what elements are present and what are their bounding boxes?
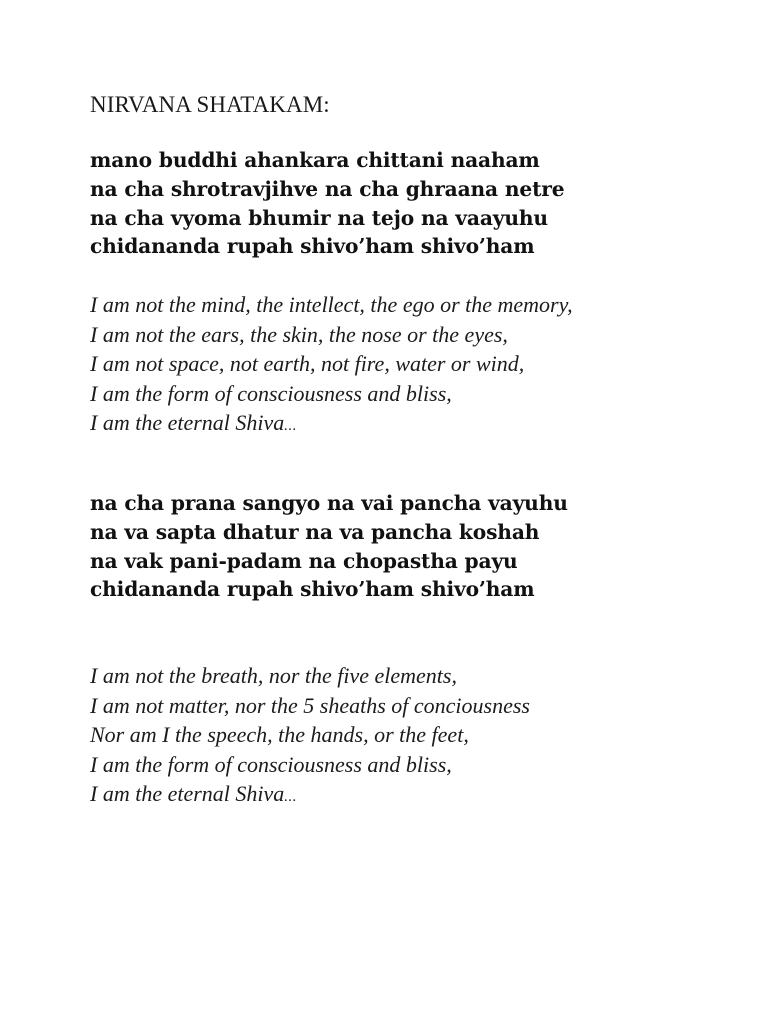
- verse-line: chidananda rupah shivo’ham shivo’ham: [90, 234, 535, 259]
- verse-line: mano buddhi ahankara chittani naaham: [90, 148, 540, 172]
- verse-line: na cha vyoma bhumir na tejo na vaayuhu: [90, 205, 548, 230]
- verse-line: na cha prana sangyo na vai pancha vayuhu: [90, 491, 568, 515]
- translation-line-final: [90, 408, 573, 442]
- verse-line: na vak pani-padam na chopastha payu: [90, 548, 518, 573]
- ellipsis: ...: [284, 789, 298, 806]
- verse-line: chidananda rupah shivo’ham shivo’ham: [90, 577, 535, 602]
- translation-line: I am not the mind, the intellect, the ego or the memory,: [90, 292, 573, 317]
- translation-line: I am not the ears, the skin, the nose or the eyes,: [90, 321, 508, 347]
- translation-line: I am not matter, nor the 5 sheaths of conciousness: [90, 692, 530, 718]
- english-translation-1: [90, 290, 573, 442]
- sanskrit-verse-2: [90, 489, 568, 604]
- verse-line: na va sapta dhatur na va pancha koshah: [90, 519, 540, 544]
- document-page: [90, 0, 730, 1024]
- verse-line: na cha shrotravjihve na cha ghraana netre: [90, 176, 565, 201]
- translation-text: I am the eternal Shiva: [90, 781, 285, 807]
- translation-text: I am the eternal Shiva: [90, 410, 285, 436]
- translation-line: I am the form of consciousness and bliss,: [90, 380, 452, 406]
- translation-line: I am not the breath, nor the five elements,: [90, 663, 457, 688]
- translation-line-final: [90, 779, 530, 813]
- ellipsis: ...: [284, 418, 298, 435]
- english-translation-2: [90, 661, 530, 813]
- translation-line: I am the form of consciousness and bliss,: [90, 751, 452, 777]
- page-title: NIRVANA SHATAKAM:: [90, 92, 330, 117]
- translation-line: Nor am I the speech, the hands, or the feet,: [90, 722, 469, 748]
- sanskrit-verse-1: [90, 146, 564, 261]
- translation-line: I am not space, not earth, not fire, water or wind,: [90, 351, 525, 377]
